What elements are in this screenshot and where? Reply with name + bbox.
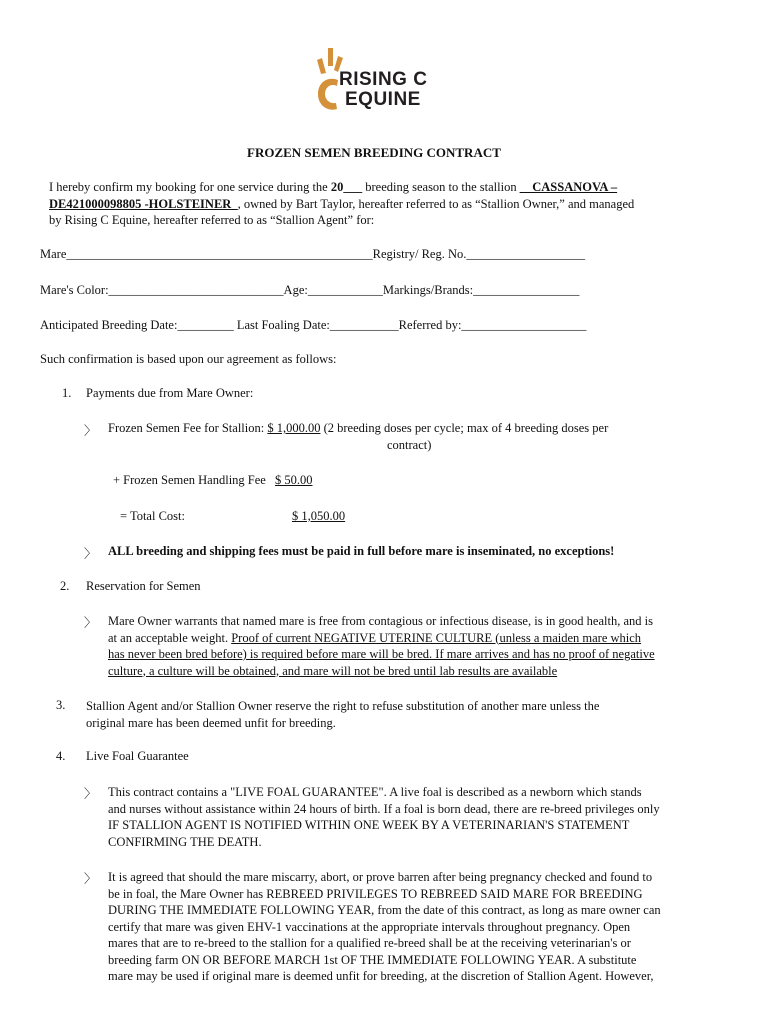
agreement-intro: Such confirmation is based upon our agreement as follows:	[40, 352, 337, 366]
section-4-title: Live Foal Guarantee	[86, 749, 189, 763]
color-age-markings-field[interactable]: Mare's Color:____________________________Age:____________Markings/Brands:_________________	[40, 283, 580, 297]
bullet-icon: 〉	[84, 424, 97, 438]
dates-referral-field[interactable]: Anticipated Breeding Date:_________ Last Foaling Date:___________Referred by:____________________	[40, 318, 587, 332]
bullet-icon: 〉	[84, 787, 97, 801]
intro-line-2: DE421000098805 -HOLSTEINER_, owned by Bart Taylor, hereafter referred to as “Stallion Owner,” and managed	[49, 196, 635, 211]
stallion-fee-line: Frozen Semen Fee for Stallion: $ 1,000.00 (2 breeding doses per cycle; max of 4 breeding doses per	[108, 421, 609, 435]
section-4-number: 4.	[56, 749, 66, 763]
intro-line-3: by Rising C Equine, hereafter referred to as “Stallion Agent” for:	[49, 213, 375, 227]
logo-line-2: EQUINE	[345, 89, 421, 110]
stallion-name: __CASSANOVA –	[519, 180, 618, 194]
stallion-fee-value: $ 1,000.00	[267, 421, 321, 435]
substitution-paragraph: Stallion Agent and/or Stallion Owner reserve the right to refuse substitution of another mare unless the original mare has been deemed unfit for breeding.	[86, 699, 600, 730]
rebreed-paragraph: It is agreed that should the mare miscarry, abort, or prove barren after being pregnancy checked and found to be in foal, the Mare Owner has REBREED PRIVILEGES TO REBREED SAID MARE FOR BREEDING DURING THE IMMEDIATE FOLLOWING YEAR, from the date of this contract, as long as mare owner can certify that mare was given EHV-1 vaccinations at the appropriate intervals throughout pregnancy. Open mares that are to re-breed to the stallion for a qualified re-breed shall be at the receiving veterinarian's or breeding farm ON OR BEFORE MARCH 1st OF THE IMMEDIATE FOLLOWING YEAR. A substitute mare may be used if original mare is deemed unfit for breeding, at the discretion of Stallion Agent. However,	[108, 870, 661, 983]
page-title: FROZEN SEMEN BREEDING CONTRACT	[247, 145, 501, 160]
all-fees-notice: ALL breeding and shipping fees must be paid in full before mare is inseminated, no exceptions!	[108, 544, 615, 558]
mare-registry-field[interactable]: Mare_________________________________________________Registry/ Reg. No.___________________	[40, 247, 586, 261]
intro-paragraph	[49, 179, 634, 229]
section-1-number: 1.	[62, 386, 72, 400]
section-2-number: 2.	[60, 579, 70, 593]
total-cost-label: = Total Cost:	[120, 509, 185, 523]
stallion-registration: DE421000098805 -HOLSTEINER_	[49, 196, 238, 211]
reservation-paragraph: Mare Owner warrants that named mare is free from contagious or infectious disease, is in good health, and is at an acceptable weight. Proof of current NEGATIVE UTERINE CULTURE (unless a maiden mare which has never been bred before) is required before mare will be bred. If mare arrives and has no proof of negative culture, a culture will be obtained, and mare will not be bred until lab results are available	[108, 614, 655, 678]
logo-line-1: RISING C	[339, 69, 428, 90]
fee-note-continued: contract)	[387, 438, 432, 452]
handling-fee-value: $ 50.00	[274, 473, 313, 487]
intro-line-1: I hereby confirm my booking for one service during the 20___ breeding season to the stallion __CASSANOVA –	[49, 180, 618, 194]
total-cost-value: $ 1,050.00	[292, 509, 346, 523]
bullet-icon: 〉	[84, 616, 97, 630]
section-2-title: Reservation for Semen	[86, 579, 201, 593]
section-1-title: Payments due from Mare Owner:	[86, 386, 254, 400]
bullet-icon: 〉	[84, 547, 97, 561]
section-3-number: 3.	[56, 698, 66, 712]
live-foal-paragraph: This contract contains a "LIVE FOAL GUARANTEE". A live foal is described as a newborn which stands and nurses without assistance within 24 hours of birth. If a foal is born dead, there are re-breed privileges only IF STALLION AGENT IS NOTIFIED WITHIN ONE WEEK BY A VETERINARIAN'S STATEMENT CONFIRMING THE DEATH.	[108, 785, 660, 849]
bullet-icon: 〉	[84, 872, 97, 886]
handling-fee-line: + Frozen Semen Handling Fee $ 50.00	[113, 473, 313, 487]
season-year: 20___	[330, 180, 363, 194]
